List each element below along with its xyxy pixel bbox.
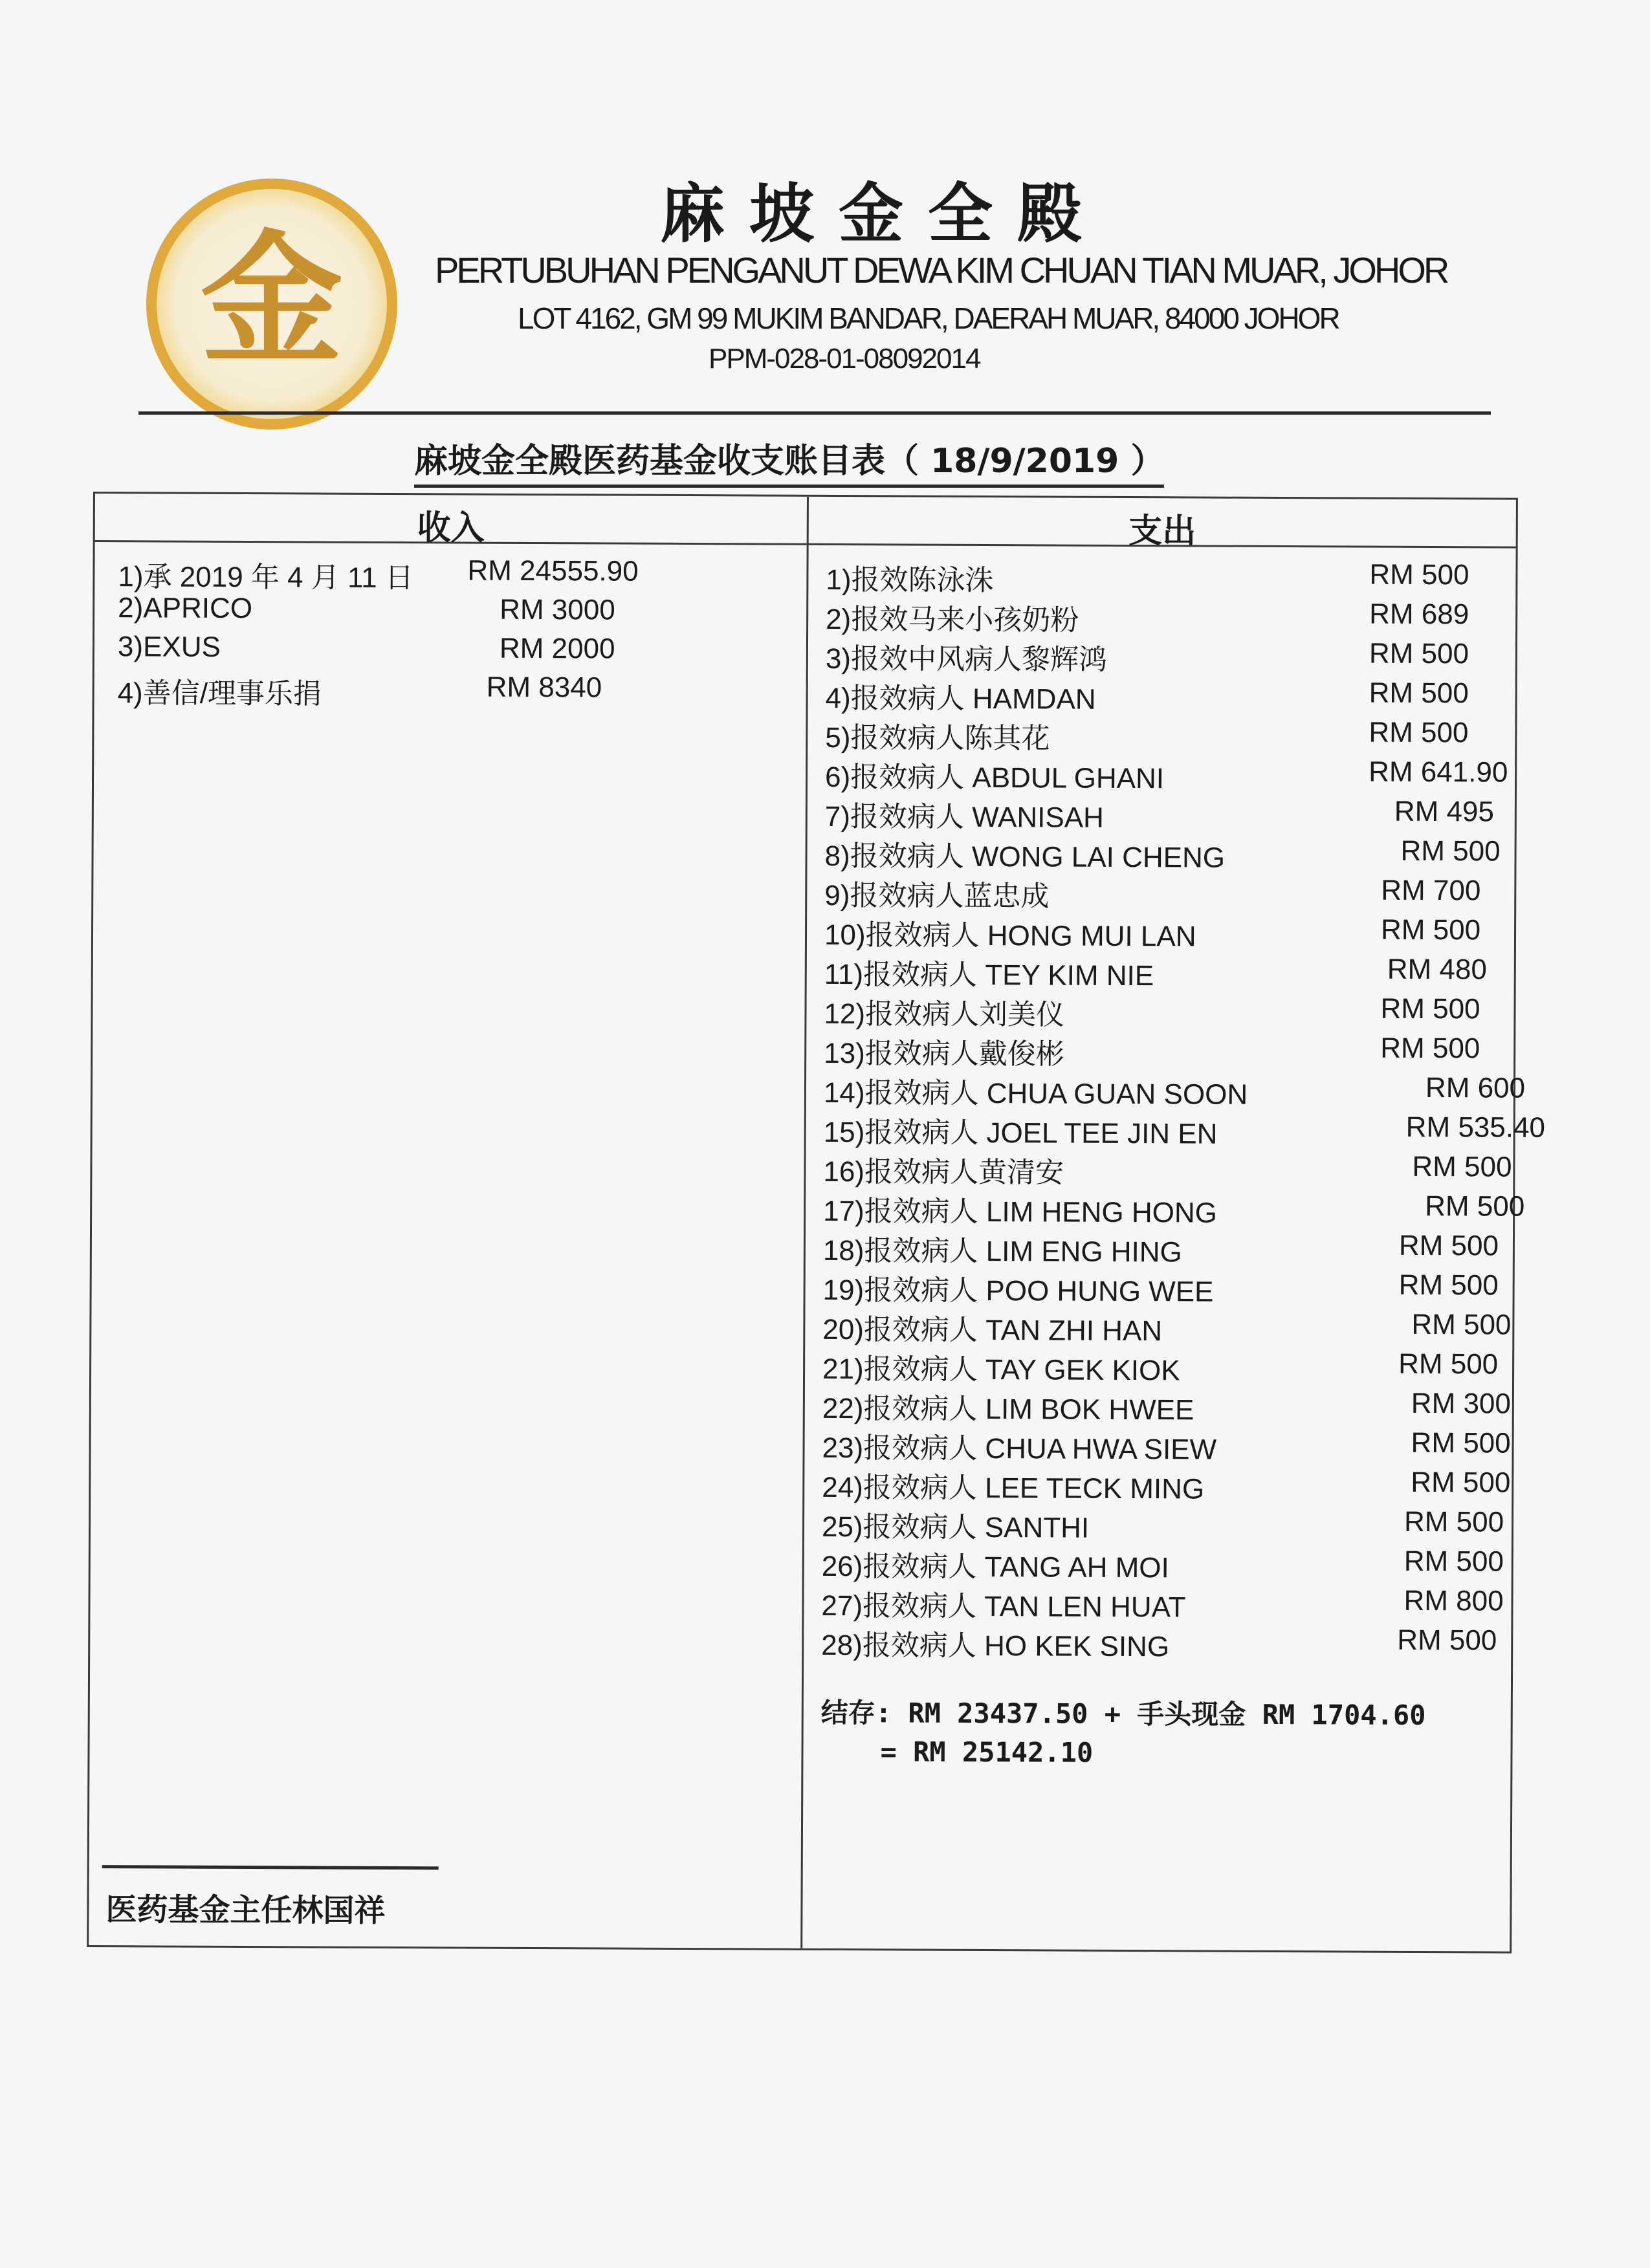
document-title: 麻坡金全殿医药基金收支账目表（ 18/9/2019 ） [414,433,1164,488]
expense-amount: RM 500 [1412,1150,1512,1183]
income-row [118,670,791,710]
expense-amount: RM 500 [1369,558,1469,591]
balance-line-1: 结存: RM 23437.50 + 手头现金 RM 1704.60 [820,1696,1426,1732]
income-label: 3)EXUS [117,631,221,663]
expense-row [824,833,1510,873]
expense-label: 14)报效病人 CHUA GUAN SOON [823,1076,1248,1111]
org-registration: PPM-028-01-08092014 [709,343,980,375]
expense-row [822,1464,1511,1505]
expense-heading: 支出 [1128,511,1196,551]
expense-row [823,1227,1509,1268]
expense-label: 21)报效病人 TAY GEK KIOK [822,1353,1180,1387]
expense-label: 2)报效马来小孩奶粉 [826,603,1079,637]
expense-amount: RM 800 [1403,1584,1504,1617]
balance-summary [820,1694,1425,1774]
income-label: 2)APRICO [118,592,253,625]
temple-logo [137,175,409,433]
expense-row [823,1148,1512,1189]
expense-row [822,1385,1512,1426]
expense-row [824,911,1510,952]
expense-amount: RM 500 [1411,1426,1511,1459]
expense-amount: RM 500 [1369,716,1469,749]
income-heading: 收入 [417,508,485,548]
expense-row [822,1346,1508,1386]
expense-row [823,1069,1526,1111]
expense-row [822,1543,1508,1584]
expense-amount: RM 535.40 [1405,1111,1546,1144]
income-row [118,592,791,633]
expense-row [824,872,1510,913]
org-address: LOT 4162, GM 99 MUKIM BANDAR, DAERAH MUAR, 84000 JOHOR [518,301,1339,335]
expense-label: 12)报效病人刘美仪 [824,998,1065,1031]
expense-amount: RM 500 [1411,1308,1512,1341]
income-label: 1)承 2019 年 4 月 11 日 [118,561,414,594]
expense-label: 7)报效病人 WANISAH [824,800,1104,834]
income-row [118,631,791,671]
expense-label: 27)报效病人 TAN LEN HUAT [821,1589,1186,1624]
expense-row [822,1424,1511,1466]
expense-row [821,1582,1507,1623]
expense-row [826,675,1512,715]
expense-amount: RM 500 [1369,677,1469,710]
expense-label: 20)报效病人 TAN ZHI HAN [822,1313,1163,1347]
expense-row [826,635,1512,676]
expense-row [822,1503,1508,1544]
expense-row [825,714,1511,755]
expense-row [825,793,1511,834]
expense-amount: RM 641.90 [1369,756,1508,789]
expense-row [823,1267,1509,1307]
expense-amount: RM 500 [1411,1466,1511,1499]
expense-row [823,1188,1525,1229]
expense-amount: RM 500 [1403,1545,1504,1578]
expense-amount: RM 500 [1398,1269,1499,1302]
expense-amount: RM 495 [1394,795,1495,828]
expense-amount: RM 500 [1398,1347,1499,1380]
expense-amount: RM 300 [1411,1387,1512,1420]
expense-label: 28)报效病人 HO KEK SING [821,1629,1170,1663]
expense-amount: RM 600 [1425,1071,1526,1104]
expense-row [826,556,1512,597]
expense-label: 24)报效病人 LEE TECK MING [822,1471,1205,1505]
expense-row [823,1109,1546,1150]
income-label: 4)善信/理事乐捐 [117,677,322,710]
signature-name: 医药基金主任林国祥 [105,1892,386,1929]
org-name-malay: PERTUBUHAN PENGANUT DEWA KIM CHUAN TIAN MUAR, JOHOR [435,250,1447,290]
expense-amount: RM 500 [1398,1229,1499,1262]
expense-label: 25)报效病人 SANTHI [821,1510,1090,1544]
expense-amount: RM 500 [1400,834,1501,867]
expense-label: 10)报效病人 HONG MUI LAN [824,919,1196,953]
expense-label: 18)报效病人 LIM ENG HING [822,1234,1182,1269]
income-amount: RM 24555.90 [467,554,639,587]
expense-row [822,1306,1512,1347]
expense-label: 8)报效病人 WONG LAI CHENG [824,840,1226,874]
signature-line [102,1865,439,1870]
expense-row [824,990,1510,1031]
expense-row [824,1030,1510,1071]
expense-label: 6)报效病人 ABDUL GHANI [824,761,1165,795]
expense-label: 23)报效病人 CHUA HWA SIEW [822,1432,1217,1466]
expense-label: 19)报效病人 POO HUNG WEE [822,1274,1214,1308]
expense-label: 5)报效病人陈其花 [825,721,1050,755]
column-divider [800,497,809,1948]
expense-amount: RM 500 [1369,637,1469,670]
expense-amount: RM 500 [1380,1032,1480,1065]
logo-glyph: 金 [200,215,344,383]
income-amount: RM 2000 [499,632,615,665]
expense-row [821,1622,1507,1663]
ledger-table [87,492,1546,1954]
expense-amount: RM 500 [1380,992,1480,1025]
expense-amount: RM 480 [1387,953,1487,986]
expense-row [825,754,1511,794]
expense-label: 15)报效病人 JOEL TEE JIN EN [823,1116,1218,1150]
income-row [118,553,791,594]
income-amount: RM 3000 [500,593,615,626]
expense-label: 3)报效中风病人黎辉鸿 [825,642,1108,676]
expense-amount: RM 500 [1425,1190,1525,1223]
org-name-chinese: 麻坡金全殿 [660,175,1106,252]
expense-label: 16)报效病人黄清安 [823,1155,1064,1189]
expense-label: 9)报效病人蓝忠成 [824,879,1050,913]
expense-amount: RM 500 [1397,1624,1497,1657]
expense-amount: RM 689 [1369,598,1469,631]
expense-amount: RM 500 [1380,913,1481,946]
expense-label: 11)报效病人 TEY KIM NIE [824,958,1154,992]
expense-label: 13)报效病人戴俊彬 [824,1037,1064,1071]
expense-row [824,951,1510,992]
expense-label: 26)报效病人 TANG AH MOI [821,1550,1169,1584]
expense-row [826,596,1512,637]
expense-label: 17)报效病人 LIM HENG HONG [823,1195,1218,1229]
expense-amount: RM 700 [1381,874,1481,907]
balance-line-2: = RM 25142.10 [880,1736,1094,1769]
income-amount: RM 8340 [486,671,602,704]
expense-label: 1)报效陈泳洙 [826,563,994,597]
expense-label: 22)报效病人 LIM BOK HWEE [822,1392,1194,1426]
expense-amount: RM 500 [1403,1505,1504,1538]
header-divider [138,411,1491,415]
expense-label: 4)报效病人 HAMDAN [825,682,1096,715]
